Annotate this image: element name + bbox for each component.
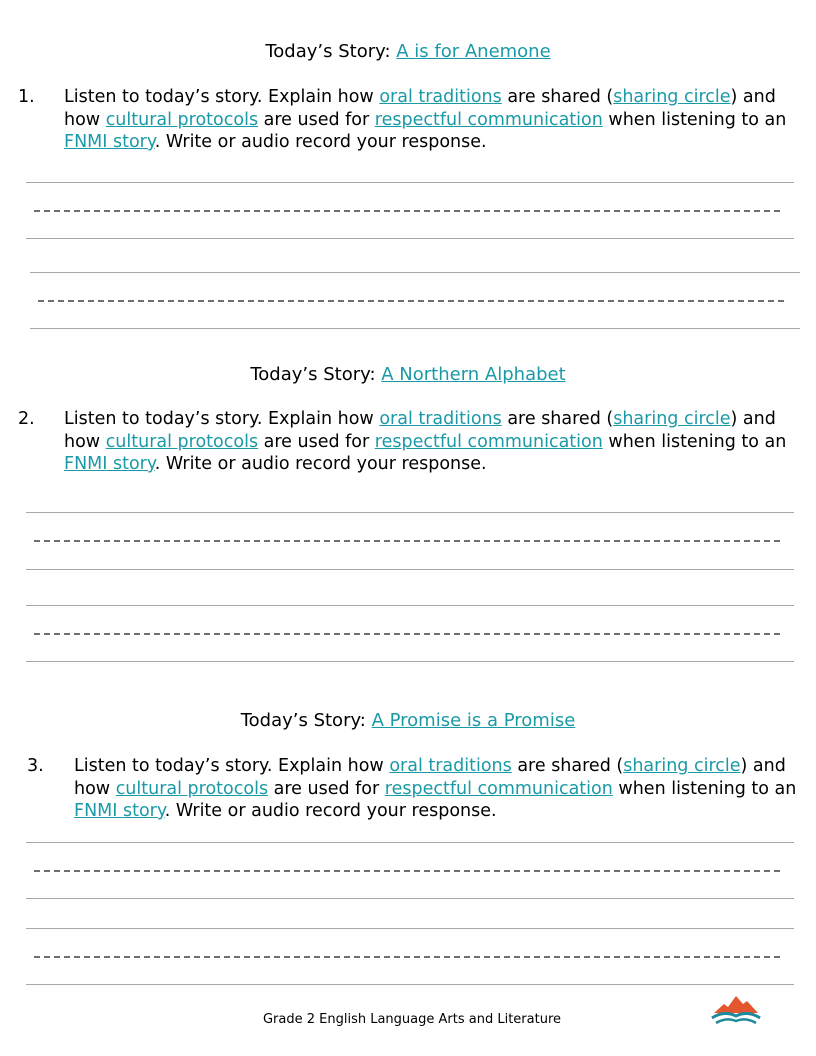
writing-midline	[34, 633, 780, 635]
link-sharing-circle[interactable]: sharing circle	[613, 409, 731, 429]
question-text: how	[64, 431, 106, 452]
story-title-2	[0, 363, 816, 387]
writing-line	[26, 512, 794, 513]
writing-midline	[34, 870, 780, 872]
story-label: Today’s Story:	[240, 710, 372, 731]
question-text: . Write or audio record your response.	[164, 801, 497, 821]
writing-line	[30, 272, 800, 273]
question-text: . Write or audio record your response.	[154, 454, 487, 474]
question-text: when listening to an	[602, 431, 787, 452]
story-link-2[interactable]: A Northern Alphabet	[381, 364, 566, 385]
question-line-1	[64, 408, 776, 431]
question-text: ) and	[730, 87, 776, 107]
question-line-3	[64, 453, 487, 476]
writing-line	[26, 569, 794, 570]
link-respectful-communication[interactable]: respectful communication	[374, 109, 603, 130]
question-line-3	[64, 131, 487, 154]
link-fnmi-story[interactable]: FNMI story	[64, 454, 155, 474]
footer-text: Grade 2 English Language Arts and Literature	[262, 1012, 562, 1027]
question-text: are used for	[268, 778, 385, 799]
question-text: are shared (	[511, 756, 624, 776]
writing-line	[26, 238, 794, 239]
question-text: ) and	[740, 756, 786, 776]
writing-line	[26, 661, 794, 662]
link-cultural-protocols[interactable]: cultural protocols	[105, 431, 259, 452]
question-number: 2.	[18, 409, 35, 429]
writing-line	[26, 842, 794, 843]
question-text: Listen to today’s story. Explain how	[74, 756, 390, 776]
question-text: are used for	[258, 109, 375, 130]
question-text: Listen to today’s story. Explain how	[64, 87, 380, 107]
writing-line	[26, 898, 794, 899]
story-label: Today’s Story:	[250, 364, 382, 385]
story-label: Today’s Story:	[265, 41, 397, 62]
link-oral-traditions[interactable]: oral traditions	[379, 409, 502, 429]
link-sharing-circle[interactable]: sharing circle	[623, 756, 741, 776]
question-line-2	[64, 109, 786, 132]
writing-midline	[34, 956, 780, 958]
link-sharing-circle[interactable]: sharing circle	[613, 87, 731, 107]
writing-midline	[34, 540, 780, 542]
writing-line	[26, 605, 794, 606]
question-2	[0, 408, 816, 478]
mountain-logo-icon	[710, 994, 762, 1026]
question-text: ) and	[730, 409, 776, 429]
link-fnmi-story[interactable]: FNMI story	[64, 132, 155, 152]
question-text: are shared (	[501, 409, 614, 429]
writing-midline	[34, 210, 780, 212]
question-text: how	[74, 778, 116, 799]
writing-line	[26, 984, 794, 985]
question-line-1	[64, 86, 776, 109]
question-text: . Write or audio record your response.	[154, 132, 487, 152]
question-text: how	[64, 109, 106, 130]
link-fnmi-story[interactable]: FNMI story	[74, 801, 165, 821]
question-line-2	[64, 431, 786, 454]
question-number: 1.	[18, 87, 35, 107]
question-3	[0, 755, 816, 825]
question-line-1	[74, 755, 786, 778]
question-text: are used for	[258, 431, 375, 452]
story-title-1	[0, 40, 816, 64]
question-text: are shared (	[501, 87, 614, 107]
question-text: Listen to today’s story. Explain how	[64, 409, 380, 429]
link-oral-traditions[interactable]: oral traditions	[379, 87, 502, 107]
question-1	[0, 86, 816, 156]
writing-line	[26, 928, 794, 929]
story-title-3	[0, 709, 816, 733]
question-number: 3.	[27, 756, 44, 776]
writing-line	[30, 328, 800, 329]
writing-line	[26, 182, 794, 183]
story-link-1[interactable]: A is for Anemone	[396, 41, 551, 62]
link-cultural-protocols[interactable]: cultural protocols	[105, 109, 259, 130]
story-link-3[interactable]: A Promise is a Promise	[371, 710, 576, 731]
link-respectful-communication[interactable]: respectful communication	[374, 431, 603, 452]
question-text: when listening to an	[612, 778, 797, 799]
question-text: when listening to an	[602, 109, 787, 130]
writing-midline	[38, 300, 784, 302]
link-respectful-communication[interactable]: respectful communication	[384, 778, 613, 799]
question-line-3	[74, 800, 497, 823]
link-oral-traditions[interactable]: oral traditions	[389, 756, 512, 776]
link-cultural-protocols[interactable]: cultural protocols	[115, 778, 269, 799]
question-line-2	[74, 778, 796, 801]
